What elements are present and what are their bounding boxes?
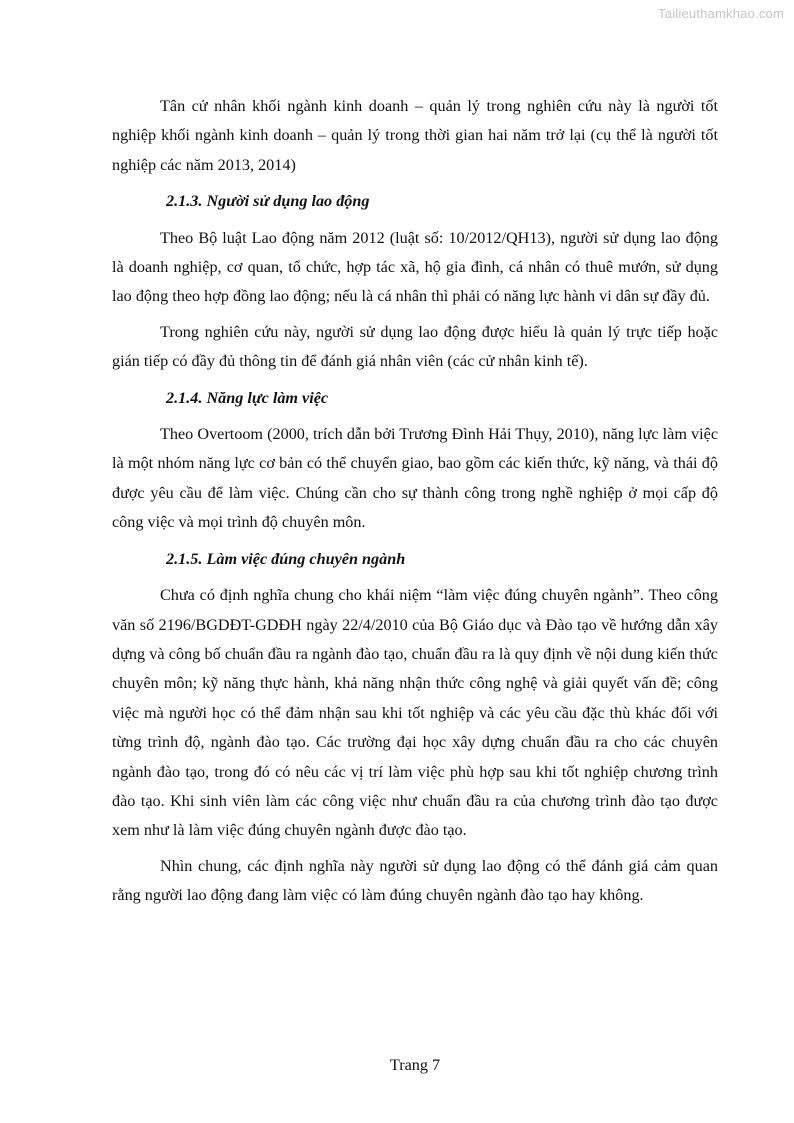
paragraph-employer-study: Trong nghiên cứu này, người sử dụng lao động được hiểu là quản lý trực tiếp hoặc gián tiếp có đầy đủ thông tin để đánh giá nhân viên (các cử nhân kinh tế).	[112, 322, 718, 371]
page-number: Trang 7	[389, 1056, 441, 1074]
paragraph-employer-law: Theo Bộ luật Lao động năm 2012 (luật số: 10/2012/QH13), người sử dụng lao động là doanh nghiệp, cơ quan, tổ chức, hợp tác xã, hộ gia đình, cá nhân có thuê mướn, sử dụng lao động theo hợp đồng lao động; nếu là cá nhân thì phải có năng lực hành vi dân sự đầy đủ.	[112, 228, 718, 306]
paragraph-right-major-definition: Chưa có định nghĩa chung cho khái niệm “làm việc đúng chuyên ngành”. Theo công văn số 2196/BGDĐT-GDĐH ngày 22/4/2010 của Bộ Giáo dục và Đào tạo về hướng dẫn xây dựng và công bố chuẩn đầu ra ngành đào tạo, chuẩn đầu ra là quy định về nội dung kiến thức chuyên môn; kỹ năng thực hành, khả năng nhận thức công nghệ và giải quyết vấn đề; công việc mà người học có thể đảm nhận sau khi tốt nghiệp và các yêu cầu đặc thù khác đối với từng trình độ, ngành đào tạo. Các trường đại học xây dựng chuẩn đầu ra cho các chuyên ngành đào tạo, trong đó có nêu các vị trí làm việc phù hợp sau khi tốt nghiệp chương trình đào tạo. Khi sinh viên làm các công việc như chuẩn đầu ra của chương trình đào tạo được xem như là làm việc đúng chuyên ngành được đào tạo.	[112, 586, 718, 840]
paragraph-intro: Tân cử nhân khối ngành kinh doanh – quản lý trong nghiên cứu này là người tốt nghiệp khối ngành kinh doanh – quản lý trong thời gian hai năm trở lại (cụ thể là người tốt nghiệp các năm 2013, 2014)	[112, 97, 718, 174]
document-body	[112, 92, 718, 911]
heading-2-1-5: 2.1.5. Làm việc đúng chuyên ngành	[166, 549, 406, 568]
heading-2-1-4: 2.1.4. Năng lực làm việc	[166, 388, 329, 407]
paragraph-work-competence: Theo Overtoom (2000, trích dẫn bởi Trương Đình Hải Thụy, 2010), năng lực làm việc là một nhóm năng lực cơ bản có thể chuyển giao, bao gồm các kiến thức, kỹ năng, và thái độ được yêu cầu để làm việc. Chúng cần cho sự thành công trong nghề nghiệp ở mọi cấp độ công việc và mọi trình độ chuyên môn.	[112, 425, 718, 532]
paragraph-conclusion: Nhìn chung, các định nghĩa này người sử dụng lao động có thể đánh giá cảm quan rằng người lao động đang làm việc có làm đúng chuyên ngành đào tạo hay không.	[112, 856, 718, 905]
watermark: Tailieuthamkhao.com	[658, 6, 784, 21]
heading-2-1-3: 2.1.3. Người sử dụng lao động	[166, 192, 370, 211]
